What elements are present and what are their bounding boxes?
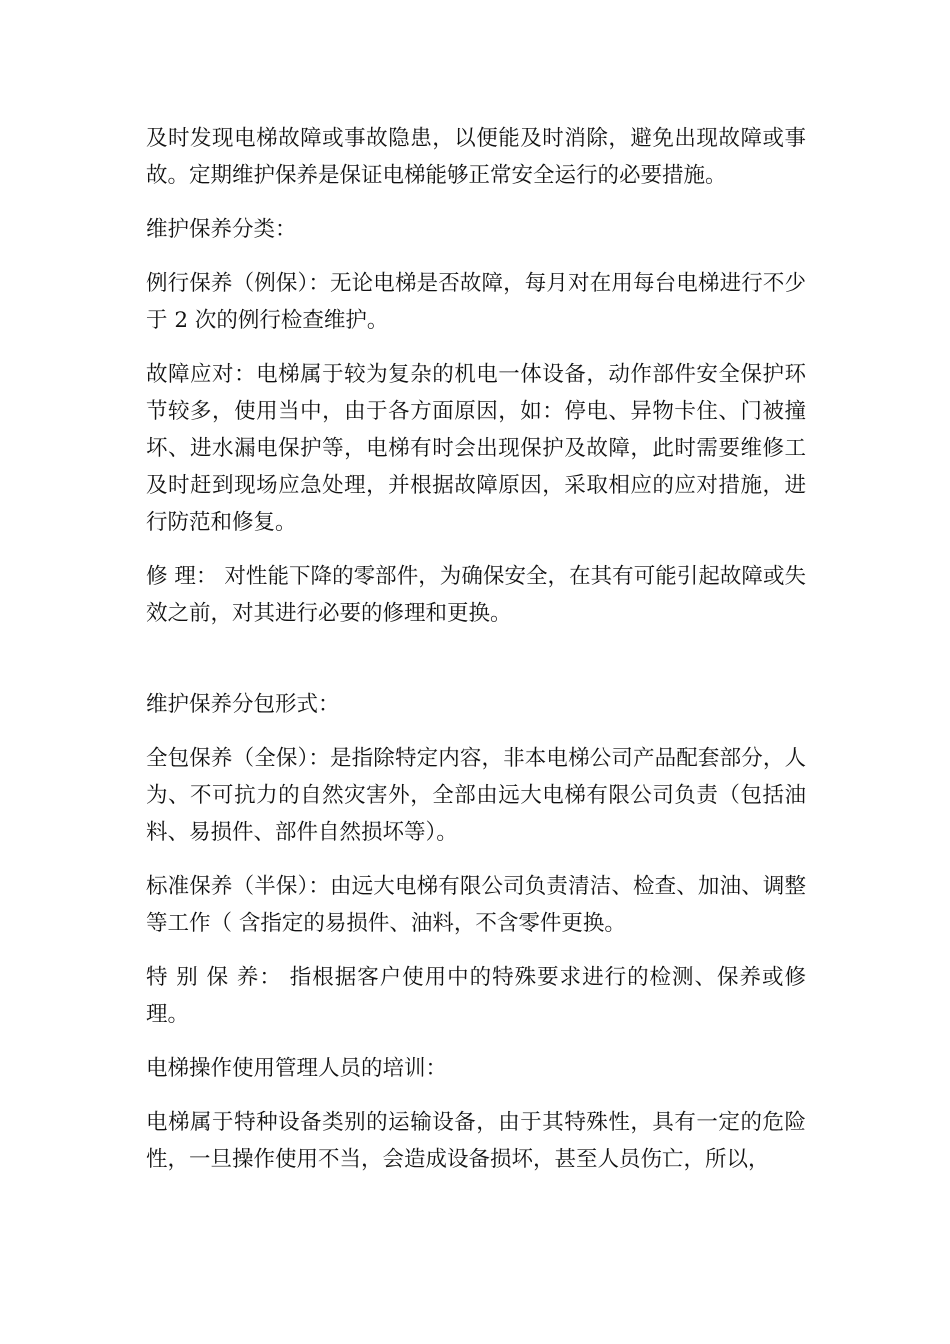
paragraph-full-maintenance: 全包保养（全保）：是指除特定内容，非本电梯公司产品配套部分，人为、不可抗力的自然灾害外，全部由远大电梯有限公司负责（包括油料、易损件、部件自然损坏等）。 [146, 746, 806, 845]
heading-subcontract-forms: 维护保养分包形式： [146, 692, 340, 717]
document-body [146, 120, 806, 1195]
heading-operator-training: 电梯操作使用管理人员的培训： [146, 1056, 448, 1081]
paragraph-standard-maintenance: 标准保养（半保）：由远大电梯有限公司负责清洁、检查、加油、调整等工作（ 含指定的易损件、油料，不含零件更换。 [146, 874, 806, 936]
paragraph-intro-continuation: 及时发现电梯故障或事故隐患，以便能及时消除，避免出现故障或事故。定期维护保养是保证电梯能够正常安全运行的必要措施。 [146, 126, 806, 188]
heading-maintenance-categories: 维护保养分类： [146, 217, 297, 242]
paragraph-routine-maintenance: 例行保养（例保）：无论电梯是否故障，每月对在用每台电梯进行不少于 2 次的例行检查维护。 [146, 271, 806, 333]
paragraph-special-maintenance: 特 别 保 养： 指根据客户使用中的特殊要求进行的检测、保养或修理。 [146, 965, 806, 1027]
paragraph-fault-response: 故障应对：电梯属于较为复杂的机电一体设备，动作部件安全保护环节较多，使用当中，由于各方面原因，如：停电、异物卡住、门被撞坏、进水漏电保护等，电梯有时会出现保护及故障，此时需要维修工及时赶到现场应急处理，并根据故障原因，采取相应的应对措施，进行防范和修复。 [146, 362, 806, 535]
paragraph-repair: 修 理： 对性能下降的零部件，为确保安全，在其有可能引起故障或失效之前，对其进行必要的修理和更换。 [146, 564, 806, 626]
paragraph-training-body: 电梯属于特种设备类别的运输设备，由于其特殊性，具有一定的危险性，一旦操作使用不当，会造成设备损坏，甚至人员伤亡，所以， [146, 1110, 806, 1172]
